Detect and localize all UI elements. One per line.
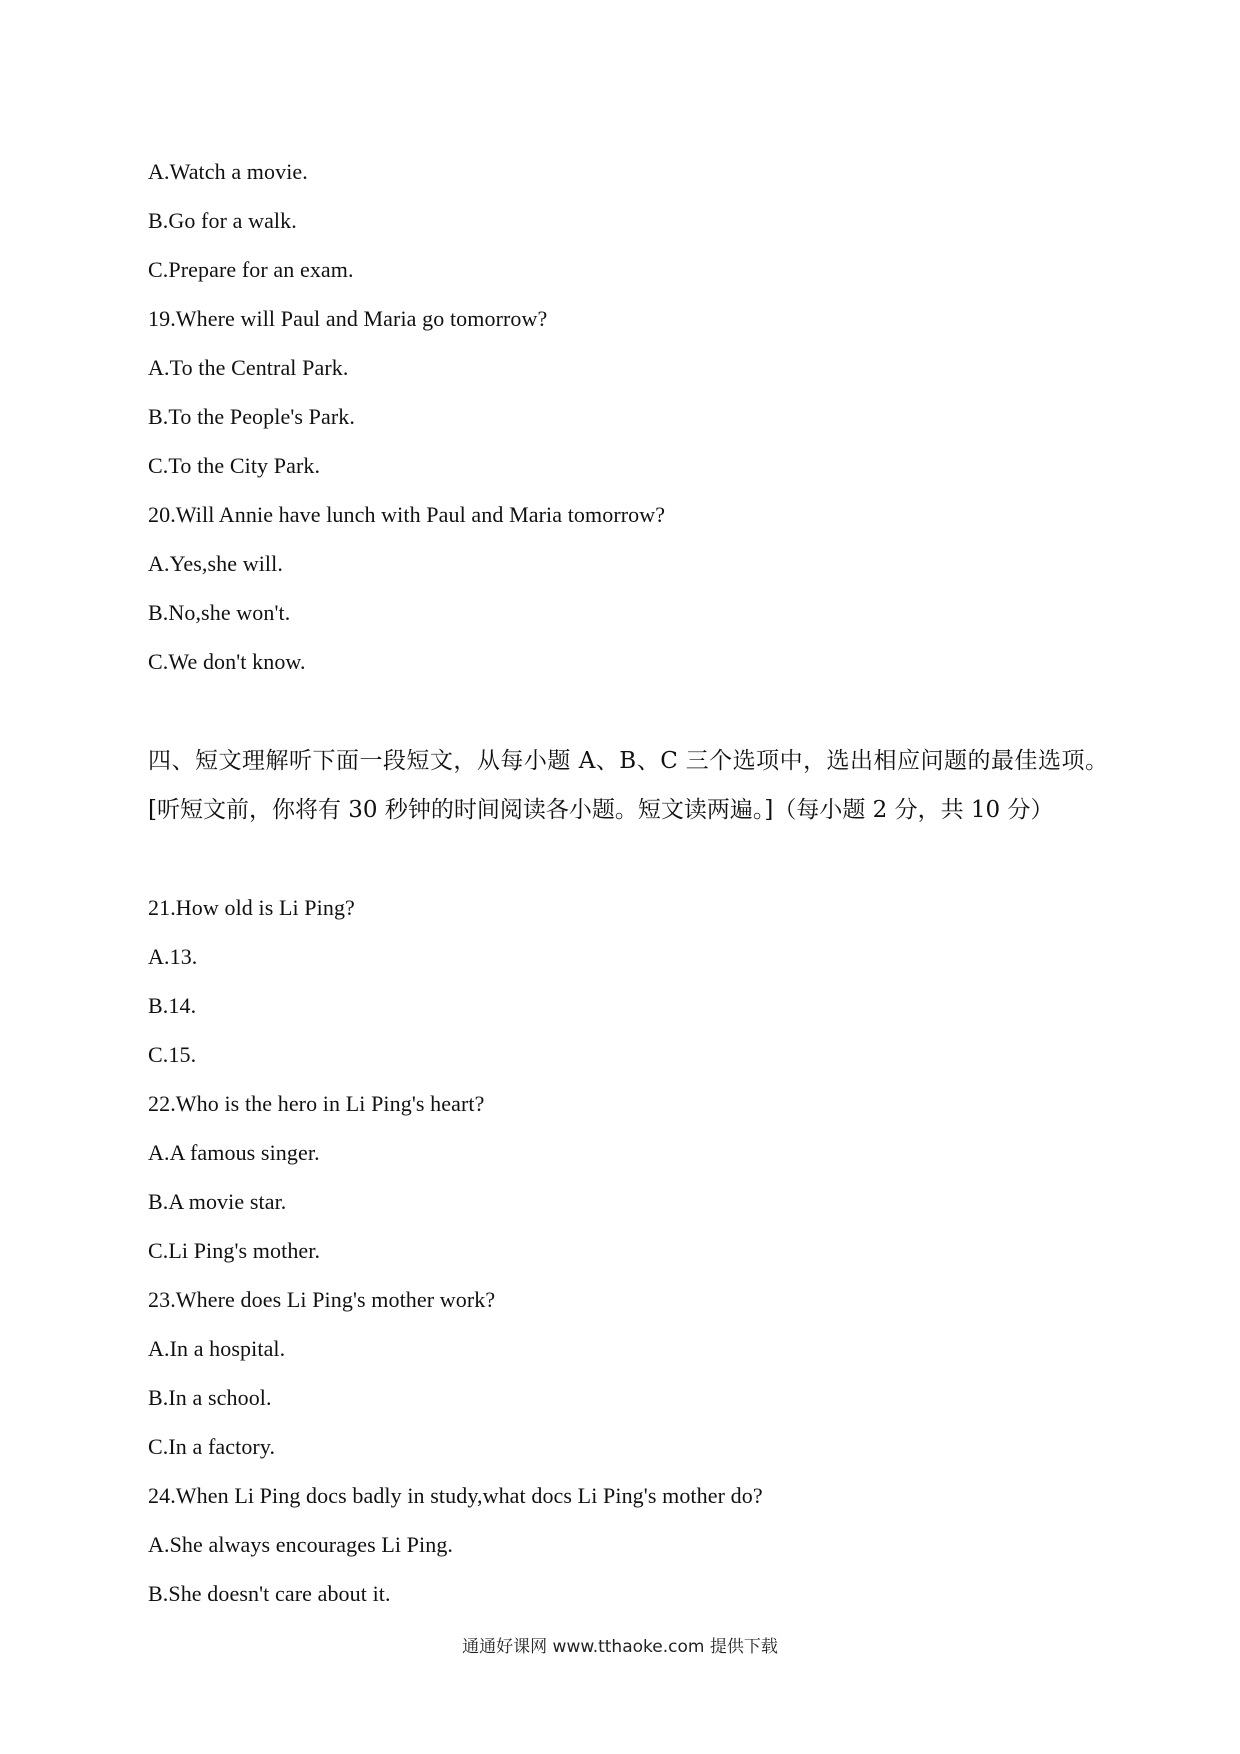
q23-question: 23.Where does Li Ping's mother work? xyxy=(148,1287,496,1312)
q22-option-a: A.A famous singer. xyxy=(148,1140,320,1165)
q19-option-b: B.To the People's Park. xyxy=(148,404,355,429)
q24-option-b: B.She doesn't care about it. xyxy=(148,1581,391,1606)
q21-question: 21.How old is Li Ping? xyxy=(148,895,355,920)
q19-option-c: C.To the City Park. xyxy=(148,453,321,478)
q20-option-b: B.No,she won't. xyxy=(148,600,291,625)
download-footer: 通通好课网 www.tthaoke.com 提供下载 xyxy=(462,1637,778,1657)
q22-question: 22.Who is the hero in Li Ping's heart? xyxy=(148,1091,485,1116)
q19-option-a: A.To the Central Park. xyxy=(148,355,349,380)
q18-option-c: C.Prepare for an exam. xyxy=(148,257,354,282)
q20-question: 20.Will Annie have lunch with Paul and Maria tomorrow? xyxy=(148,502,666,527)
q21-option-b: B.14. xyxy=(148,993,197,1018)
q18-option-a: A.Watch a movie. xyxy=(148,159,308,184)
q18-option-b: B.Go for a walk. xyxy=(148,208,297,233)
q23-option-b: B.In a school. xyxy=(148,1385,272,1410)
q24-option-a: A.She always encourages Li Ping. xyxy=(148,1532,454,1557)
q21-option-c: C.15. xyxy=(148,1042,197,1067)
q19-question: 19.Where will Paul and Maria go tomorrow? xyxy=(148,306,548,331)
q21-option-a: A.13. xyxy=(148,944,198,969)
q22-option-c: C.Li Ping's mother. xyxy=(148,1238,321,1263)
q20-option-c: C.We don't know. xyxy=(148,649,306,674)
q24-question: 24.When Li Ping docs badly in study,what docs Li Ping's mother do? xyxy=(148,1483,763,1508)
q23-option-a: A.In a hospital. xyxy=(148,1336,286,1361)
q23-option-c: C.In a factory. xyxy=(148,1434,276,1459)
q22-option-b: B.A movie star. xyxy=(148,1189,287,1214)
q20-option-a: A.Yes,she will. xyxy=(148,551,283,576)
section-four-heading: 四、短文理解听下面一段短文，从每小题 A、B、C 三个选项中，选出相应问题的最佳选项。[听短文前，你将有 30 秒钟的时间阅读各小题。短文读两遍。]（每小题 2 分，共 10 分） xyxy=(148,748,1108,823)
